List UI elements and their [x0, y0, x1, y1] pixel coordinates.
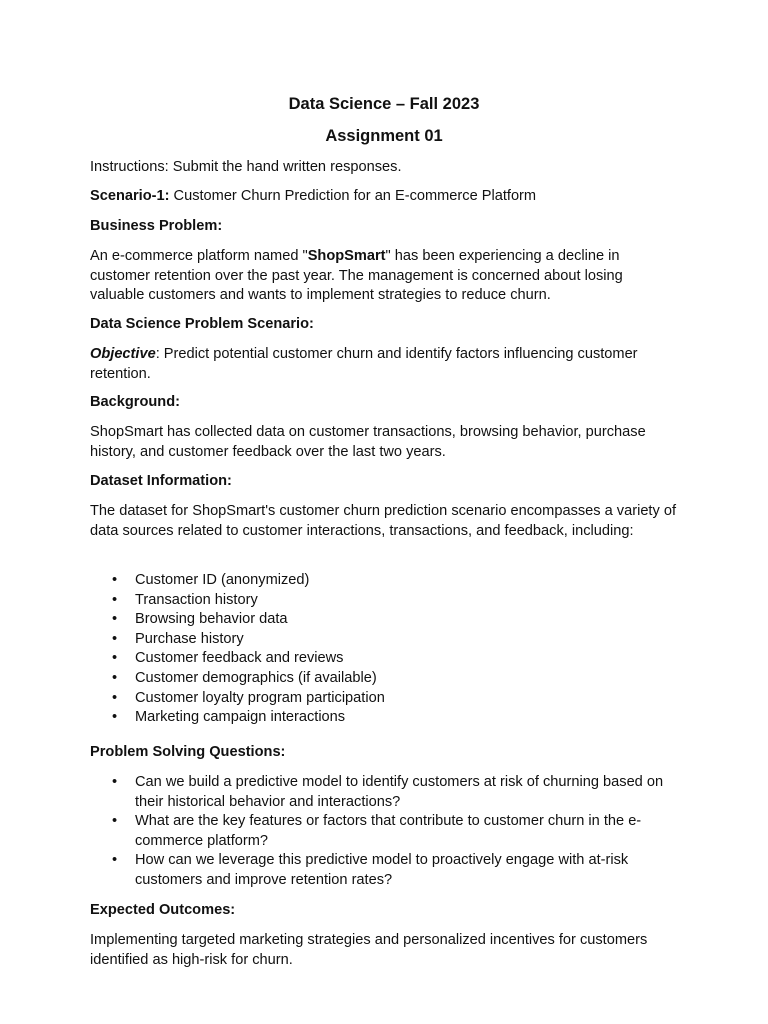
- list-item: • Can we build a predictive model to identify customers at risk of churning based on their historical behavior and interactions?: [90, 773, 680, 812]
- document-title: Data Science – Fall 2023: [288, 95, 480, 113]
- objective-text: [90, 345, 680, 384]
- list-item: • Transaction history: [90, 591, 680, 611]
- scenario-label: Scenario-1:: [90, 188, 170, 204]
- list-item: • Customer ID (anonymized): [90, 571, 680, 591]
- outcomes-heading: Expected Outcomes:: [90, 902, 236, 918]
- brand-name: ShopSmart: [307, 248, 386, 264]
- scenario-text: Customer Churn Prediction for an E-commerce Platform: [169, 188, 537, 204]
- dataset-list: [90, 571, 680, 728]
- business-problem-heading: Business Problem:: [90, 218, 223, 234]
- background-text: ShopSmart has collected data on customer transactions, browsing behavior, purchase history, and customer feedback over the last two years.: [90, 424, 646, 460]
- business-problem-text-start: An e-commerce platform named ": [90, 248, 308, 264]
- objective-body: : Predict potential customer churn and identify factors influencing customer retention.: [90, 346, 638, 382]
- list-item: • How can we leverage this predictive model to proactively engage with at-risk customers and improve retention rates?: [90, 851, 680, 890]
- dataset-heading: Dataset Information:: [90, 473, 232, 489]
- instructions-text: Instructions: Submit the hand written responses.: [90, 159, 402, 175]
- scenario-line: [90, 187, 680, 207]
- list-item: • Customer loyalty program participation: [90, 689, 680, 709]
- questions-heading: Problem Solving Questions:: [90, 744, 286, 760]
- list-item: • Marketing campaign interactions: [90, 708, 680, 728]
- list-item: • What are the key features or factors that contribute to customer churn in the e-commerce platform?: [90, 812, 680, 851]
- dataset-text: The dataset for ShopSmart's customer churn prediction scenario encompasses a variety of data sources related to customer interactions, transactions, and feedback, including:: [90, 503, 677, 539]
- background-heading: Background:: [90, 394, 180, 410]
- questions-list: [90, 773, 680, 891]
- objective-label: Objective: [90, 346, 156, 362]
- list-item: • Purchase history: [90, 630, 680, 650]
- document-subtitle: Assignment 01: [325, 127, 443, 145]
- business-problem-text: [90, 247, 680, 306]
- business-problem-text-end: " has been experiencing a decline in customer retention over the past year. The management is concerned about losing valuable customers and wants to implement strategies to reduce churn.: [90, 248, 623, 304]
- list-item: • Customer feedback and reviews: [90, 649, 680, 669]
- list-item: • Browsing behavior data: [90, 610, 680, 630]
- list-item: • Customer demographics (if available): [90, 669, 680, 689]
- outcomes-text: Implementing targeted marketing strategies and personalized incentives for customers identified as high-risk for churn.: [90, 932, 648, 968]
- ds-problem-heading: Data Science Problem Scenario:: [90, 316, 314, 332]
